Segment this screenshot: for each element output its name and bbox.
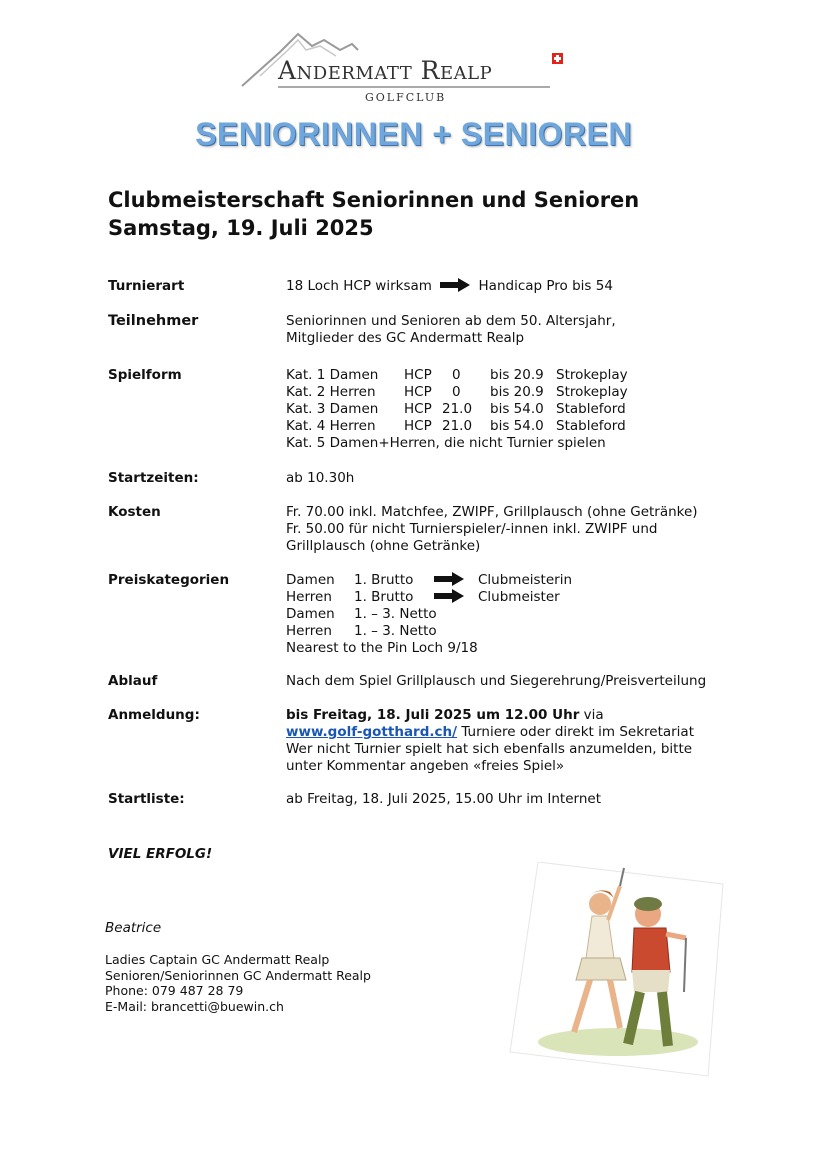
preis-item: Damen 1. Brutto Clubmeisterin [286,572,572,588]
preis-item: Herren 1. Brutto Clubmeister [286,589,560,605]
turnierart-value: 18 Loch HCP wirksam Handicap Pro bis 54 [286,278,613,294]
anmeldung-value: bis Freitag, 18. Juli 2025 um 12.00 Uhr via www.golf-gotthard.ch/ Turniere oder direkt im Sekretariat Wer nicht Turnier spielt hat sich ebenfalls anzumelden, bitte unter Kommentar angeben «freies Spiel» [286,707,695,774]
preis-label: Preiskategorien [108,572,230,588]
arrow-right-icon [440,278,470,292]
logo-name: Andermatt Realp [278,56,493,85]
signature-name: Beatrice [105,920,162,936]
spielform-table [286,367,746,452]
kosten-label: Kosten [108,504,161,520]
spielform-label: Spielform [108,367,182,383]
signature-block: Ladies Captain GC Andermatt Realp Senioren/Seniorinnen GC Andermatt Realp Phone: 079 487 28 79 E-Mail: brancetti@buewin.ch [105,952,371,1014]
teilnehmer-value: Seniorinnen und Senioren ab dem 50. Altersjahr, Mitglieder des GC Andermatt Realp [286,313,616,346]
teilnehmer-label: Teilnehmer [108,313,199,329]
preis-item: Herren 1. – 3. Netto [286,623,437,639]
registration-link[interactable]: www.golf-gotthard.ch/ [286,724,458,740]
closing-wish: VIEL ERFOLG! [108,846,213,862]
swiss-flag-icon [552,53,563,64]
preis-item: Damen 1. – 3. Netto [286,606,437,622]
page-title: Clubmeisterschaft Seniorinnen und Senioren Samstag, 19. Juli 2025 [108,188,640,240]
turnierart-label: Turnierart [108,278,185,294]
ablauf-value: Nach dem Spiel Grillplausch und Siegerehrung/Preisverteilung [286,673,707,689]
golfers-illustration-icon [508,862,728,1077]
spielform-item: Kat. 3 Damen HCP 21.0 bis 54.0 Stableford [286,401,626,417]
startzeiten-value: ab 10.30h [286,470,355,486]
startliste-value: ab Freitag, 18. Juli 2025, 15.00 Uhr im Internet [286,791,601,807]
preis-item: Nearest to the Pin Loch 9/18 [286,640,478,656]
anmeldung-deadline: bis Freitag, 18. Juli 2025 um 12.00 Uhr [286,707,580,723]
spielform-item: Kat. 5 Damen+Herren, die nicht Turnier spielen [286,435,606,451]
preis-table [286,572,746,657]
spielform-item: Kat. 2 Herren HCP 0 bis 20.9 Strokeplay [286,384,628,400]
logo-subtitle: GOLFCLUB [365,91,447,104]
spielform-item: Kat. 4 Herren HCP 21.0 bis 54.0 Stableford [286,418,626,434]
startliste-label: Startliste: [108,791,185,807]
banner-heading: SENIORINNEN + SENIOREN [195,116,632,152]
startzeiten-label: Startzeiten: [108,470,199,486]
ablauf-label: Ablauf [108,673,158,689]
spielform-item: Kat. 1 Damen HCP 0 bis 20.9 Strokeplay [286,367,628,383]
anmeldung-label: Anmeldung: [108,707,200,723]
kosten-value: Fr. 70.00 inkl. Matchfee, ZWIPF, Grillplausch (ohne Getränke) Fr. 50.00 für nicht Turnierspieler/-innen inkl. ZWIPF und Grillplausch (ohne Getränke) [286,504,698,554]
arrow-right-icon [434,572,464,586]
club-logo [240,28,570,108]
arrow-right-icon [434,589,464,603]
